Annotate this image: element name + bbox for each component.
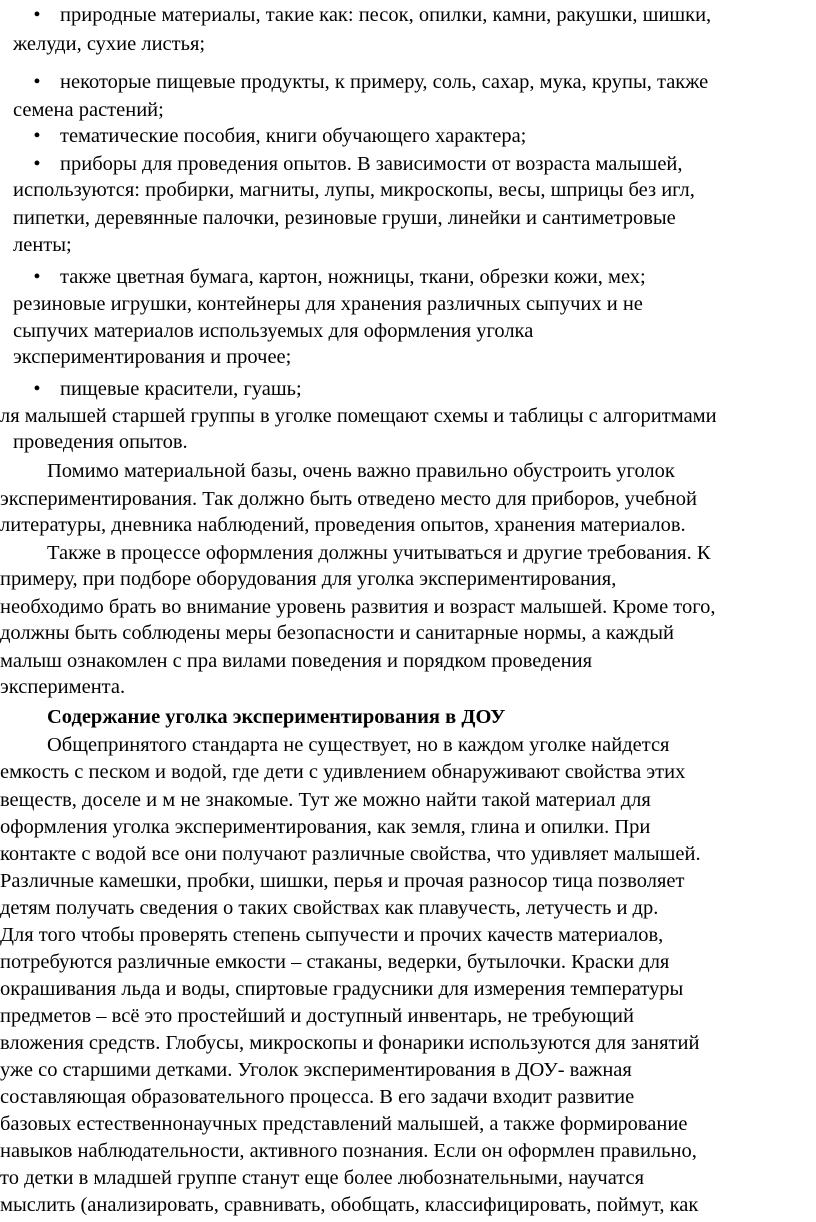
- text-line-14: [0, 374, 816, 404]
- text-line-33: [0, 893, 816, 923]
- line-text: уже со старшими детками. Уголок экспериментирования в ДОУ- важная: [0, 1059, 632, 1081]
- line-text: сыпучих материалов используемых для оформления уголка: [13, 320, 534, 342]
- bullet-icon: •: [33, 125, 41, 147]
- text-line-8: [0, 203, 816, 233]
- line-text: эксперимента.: [0, 676, 126, 698]
- bullet-icon: •: [33, 4, 41, 26]
- line-text: оформления уголка экспериментирования, как земля, глина и опилки. При: [0, 816, 651, 838]
- text-line-31: [0, 839, 816, 869]
- text-line-13: [0, 342, 816, 372]
- text-line-19: [0, 510, 816, 540]
- line-text: пипетки, деревянные палочки, резиновые груши, линейки и сантиметровые: [13, 207, 676, 229]
- text-line-21: [0, 564, 816, 594]
- text-line-34: [0, 920, 816, 950]
- bullet-icon: •: [33, 378, 41, 400]
- text-line-3: [0, 67, 816, 97]
- line-text: мыслить (анализировать, сравнивать, обобщать, классифицировать, поймут, как: [0, 1194, 699, 1216]
- text-line-27: [0, 730, 816, 760]
- text-line-2: [0, 29, 816, 59]
- text-line-7: [0, 175, 816, 205]
- text-line-23: [0, 618, 816, 648]
- line-text: экспериментирования и прочее;: [13, 346, 292, 368]
- line-text: примеру, при подборе оборудования для уголка экспериментирования,: [0, 568, 617, 590]
- text-line-42: [0, 1136, 816, 1166]
- line-text: вложения средств. Глобусы, микроскопы и фонарики используются для занятий: [0, 1032, 700, 1054]
- line-text: пищевые красители, гуашь;: [60, 378, 302, 400]
- text-line-10: [0, 262, 816, 292]
- line-text: навыков наблюдательности, активного познания. Если он оформлен правильно,: [0, 1140, 697, 1162]
- text-line-1: [0, 0, 816, 30]
- text-line-25: [0, 672, 816, 702]
- text-line-43: [0, 1163, 816, 1193]
- line-text: Также в процессе оформления должны учитываться и другие требования. К: [47, 542, 711, 564]
- line-text: то детки в младшей группе станут еще более любознательными, научатся: [0, 1167, 645, 1189]
- line-text: потребуются различные емкости – стаканы, ведерки, бутылочки. Краски для: [0, 951, 670, 973]
- line-text: окрашивания льда и воды, спиртовые градусники для измерения температуры: [0, 978, 684, 1000]
- line-text: тематические пособия, книги обучающего характера;: [60, 125, 527, 147]
- text-line-35: [0, 947, 816, 977]
- text-line-39: [0, 1055, 816, 1085]
- text-line-40: [0, 1082, 816, 1112]
- text-line-11: [0, 289, 816, 319]
- text-line-28: [0, 757, 816, 787]
- line-text: базовых естественнонаучных представлений малышей, а также формирование: [0, 1113, 688, 1135]
- line-text: веществ, доселе и м не знакомые. Тут же можно найти такой материал для: [0, 789, 651, 811]
- line-text: проведения опытов.: [13, 431, 188, 453]
- line-text: литературы, дневника наблюдений, проведения опытов, хранения материалов.: [0, 514, 686, 536]
- line-text: желуди, сухие листья;: [13, 33, 206, 55]
- line-text: Общепринятого стандарта не существует, но в каждом уголке найдется: [47, 734, 670, 756]
- line-text: детям получать сведения о таких свойствах как плавучесть, летучесть и др.: [0, 897, 659, 919]
- line-text: необходимо брать во внимание уровень развития и возраст малышей. Кроме того,: [0, 596, 716, 618]
- line-text: ленты;: [13, 234, 72, 256]
- text-line-32: [0, 866, 816, 896]
- line-text: используются: пробирки, магниты, лупы, микроскопы, весы, шприцы без игл,: [13, 179, 695, 201]
- section-heading: [0, 702, 816, 732]
- line-text: малыш ознакомлен с пра вилами поведения и порядком проведения: [0, 650, 593, 672]
- heading-text: Содержание уголка экспериментирования в ДОУ: [47, 706, 506, 728]
- bullet-icon: •: [33, 153, 41, 175]
- line-text: природные материалы, такие как: песок, опилки, камни, ракушки, шишки,: [60, 4, 712, 26]
- line-text: составляющая образовательного процесса. В его задачи входит развитие: [0, 1086, 635, 1108]
- line-text: резиновые игрушки, контейнеры для хранения различных сыпучих и не: [13, 293, 643, 315]
- line-text: ля малышей старшей группы в уголке помещают схемы и таблицы с алгоритмами: [0, 405, 717, 427]
- line-text: также цветная бумага, картон, ножницы, ткани, обрезки кожи, мех;: [60, 266, 646, 288]
- text-line-37: [0, 1001, 816, 1031]
- line-text: Для того чтобы проверять степень сыпучести и прочих качеств материалов,: [0, 924, 664, 946]
- line-text: предметов – всё это простейший и доступный инвентарь, не требующий: [0, 1005, 634, 1027]
- text-line-30: [0, 812, 816, 842]
- line-text: семена растений;: [13, 99, 164, 121]
- text-line-16: [0, 427, 816, 457]
- text-line-5: [0, 121, 816, 151]
- line-text: Различные камешки, пробки, шишки, перья и прочая разносор тица позволяет: [0, 870, 685, 892]
- text-line-9: [0, 230, 816, 260]
- text-line-29: [0, 785, 816, 815]
- line-text: некоторые пищевые продукты, к примеру, соль, сахар, мука, крупы, также: [60, 71, 709, 93]
- line-text: должны быть соблюдены меры безопасности и санитарные нормы, а каждый: [0, 622, 674, 644]
- text-line-44: [0, 1190, 816, 1220]
- line-text: Помимо материальной базы, очень важно правильно обустроить уголок: [47, 460, 675, 482]
- text-line-41: [0, 1109, 816, 1139]
- line-text: экспериментирования. Так должно быть отведено место для приборов, учебной: [0, 488, 697, 510]
- text-line-38: [0, 1028, 816, 1058]
- text-line-17: [0, 456, 816, 486]
- bullet-icon: •: [33, 266, 41, 288]
- text-line-36: [0, 974, 816, 1004]
- line-text: контакте с водой все они получают различные свойства, что удивляет малышей.: [0, 843, 701, 865]
- bullet-icon: •: [33, 71, 41, 93]
- line-text: приборы для проведения опытов. В зависимости от возраста малышей,: [60, 153, 683, 175]
- line-text: емкость с песком и водой, где дети с удивлением обнаруживают свойства этих: [0, 761, 686, 783]
